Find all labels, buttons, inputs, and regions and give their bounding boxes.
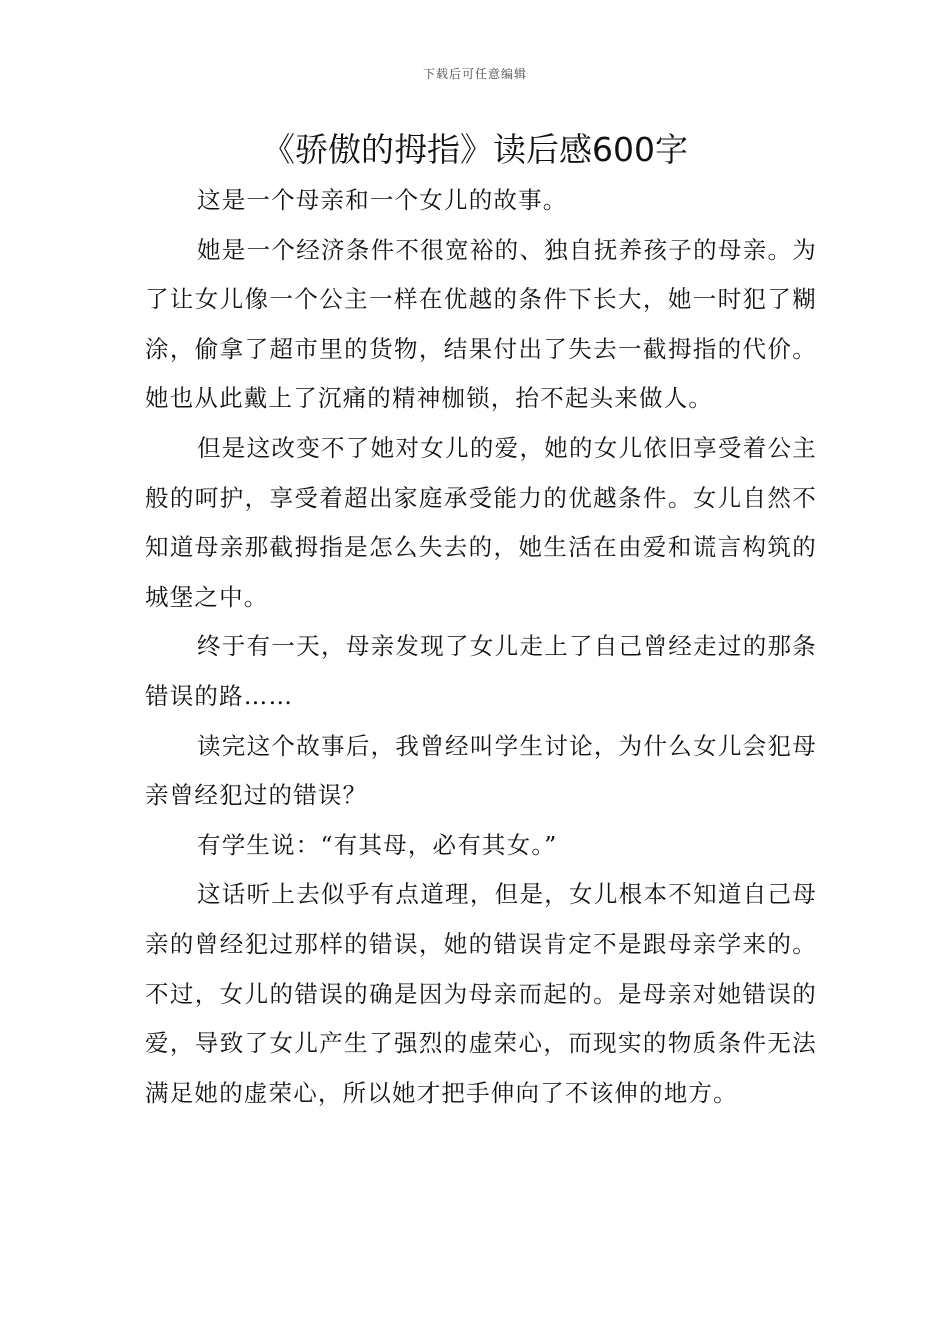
paragraph-5: 读完这个故事后，我曾经叫学生讨论，为什么女儿会犯母亲曾经犯过的错误？ — [145, 731, 817, 810]
header-note: 下载后可任意编辑 — [422, 67, 527, 81]
page-title: 《骄傲的拇指》读后感600字 — [262, 130, 688, 169]
paragraph-2: 她是一个经济条件不很宽裕的、独自抚养孩子的母亲。为了让女儿像一个公主一样在优越的条件下长大，她一时犯了糊涂，偷拿了超市里的货物，结果付出了失去一截拇指的代价。她也从此戴上了沉痛的精神枷锁，抬不起头来做人。 — [145, 235, 817, 413]
paragraph-4: 终于有一天，母亲发现了女儿走上了自己曾经走过的那条错误的路…… — [145, 632, 817, 710]
paragraph-3: 但是这改变不了她对女儿的爱，她的女儿依旧享受着公主般的呵护，享受着超出家庭承受能力的优越条件。女儿自然不知道母亲那截拇指是怎么失去的，她生活在由爱和谎言构筑的城堡之中。 — [145, 433, 817, 611]
paragraph-6: 有学生说：“有其母，必有其女。” — [197, 830, 558, 859]
article-body — [145, 176, 817, 1118]
paragraph-7: 这话听上去似乎有点道理，但是，女儿根本不知道自己母亲的曾经犯过那样的错误，她的错误肯定不是跟母亲学来的。不过，女儿的错误的确是因为母亲而起的。是母亲对她错误的爱，导致了女儿产生了强烈的虚荣心，而现实的物质条件无法满足她的虚荣心，所以她才把手伸向了不该伸的地方。 — [145, 880, 817, 1107]
paragraph-1: 这是一个母亲和一个女儿的故事。 — [197, 186, 568, 214]
